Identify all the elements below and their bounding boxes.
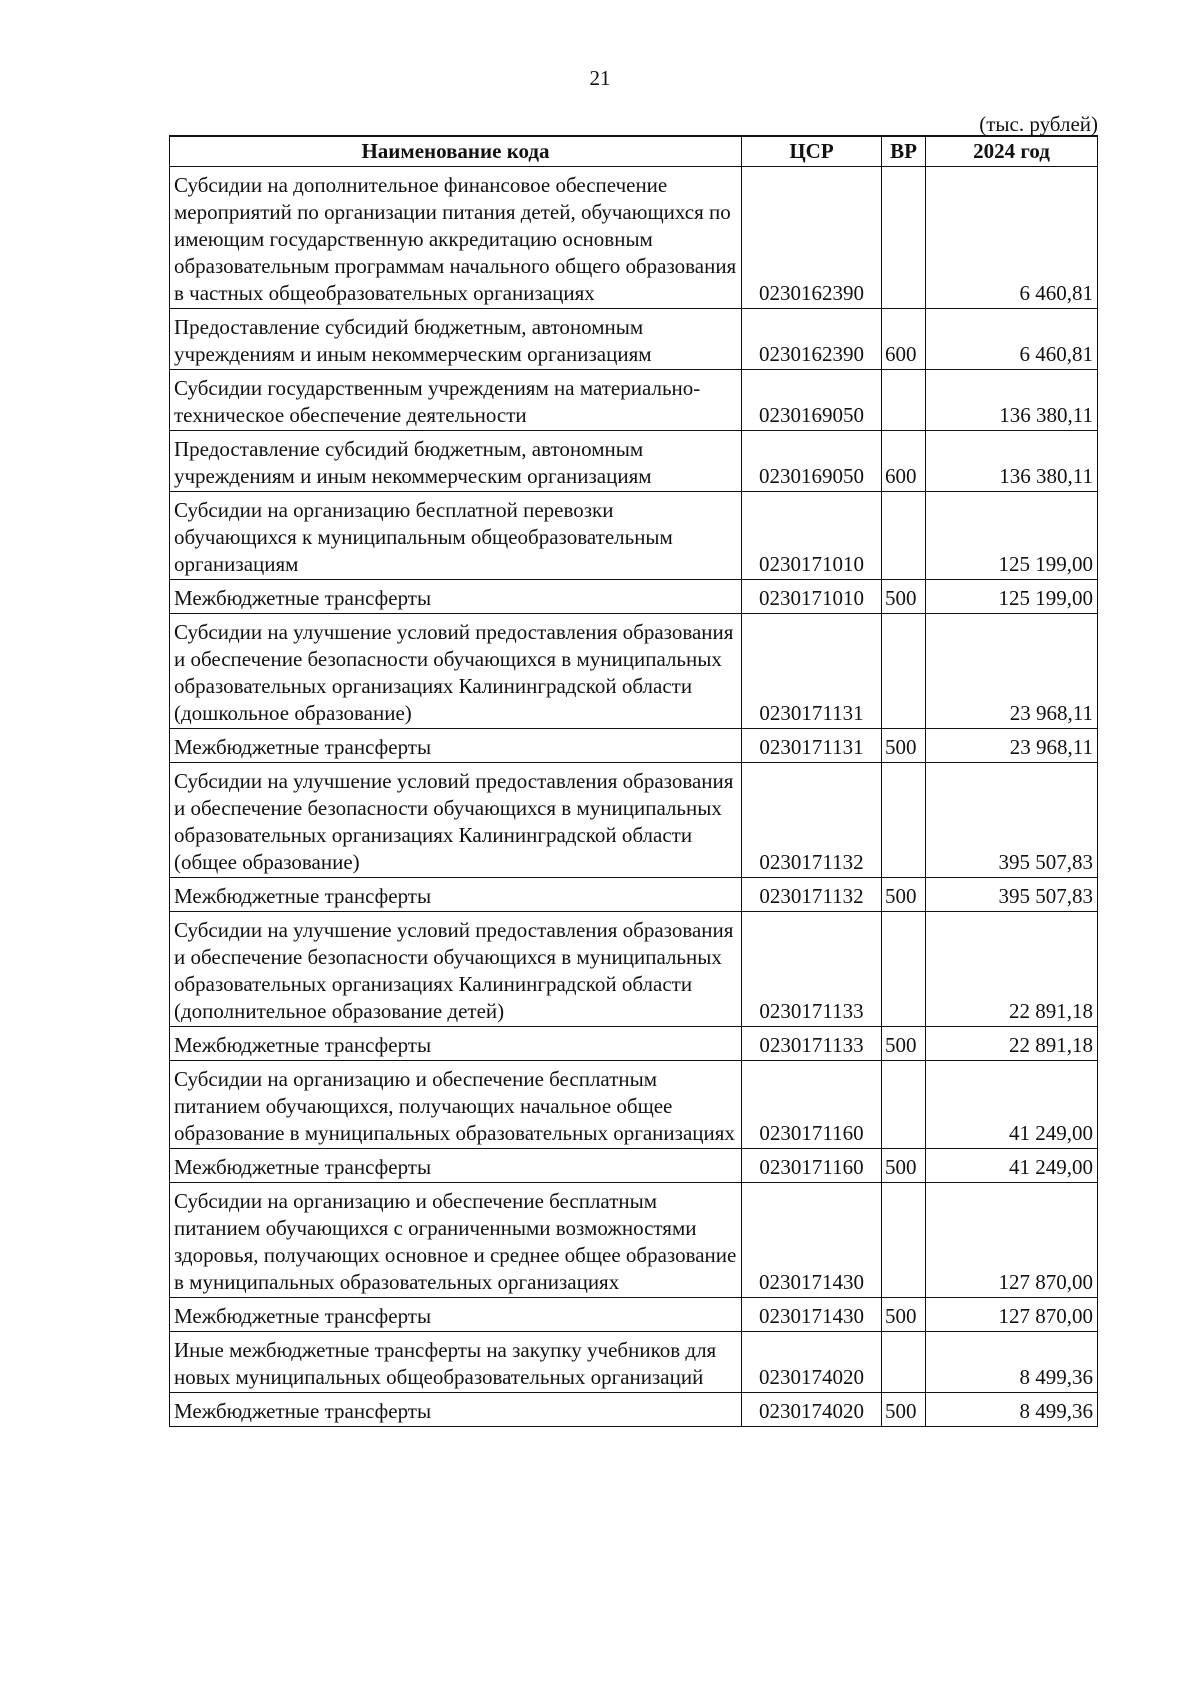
row-name: Субсидии на улучшение условий предоставления образования и обеспечение безопасности обучающихся в муниципальных образовательных организациях Калининградской области (дополнительное образование детей) — [170, 912, 742, 1027]
row-name: Межбюджетные трансферты — [170, 1149, 742, 1183]
row-csr: 0230174020 — [742, 1393, 882, 1427]
header-name: Наименование кода — [170, 136, 742, 167]
row-amount: 8 499,36 — [926, 1332, 1098, 1393]
row-vr — [882, 1332, 926, 1393]
table-row — [170, 763, 1098, 878]
row-vr: 500 — [882, 1298, 926, 1332]
row-csr: 0230174020 — [742, 1332, 882, 1393]
row-name: Субсидии государственным учреждениям на материально-техническое обеспечение деятельности — [170, 370, 742, 431]
table-row — [170, 1298, 1098, 1332]
row-name: Межбюджетные трансферты — [170, 729, 742, 763]
row-name: Субсидии на организацию и обеспечение бесплатным питанием обучающихся, получающих начальное общее образование в муниципальных образовательных организациях — [170, 1061, 742, 1149]
table-row — [170, 167, 1098, 309]
row-amount: 136 380,11 — [926, 431, 1098, 492]
table-row — [170, 1027, 1098, 1061]
row-amount: 8 499,36 — [926, 1393, 1098, 1427]
row-csr: 0230171131 — [742, 729, 882, 763]
row-csr: 0230171010 — [742, 580, 882, 614]
table-row — [170, 912, 1098, 1027]
row-csr: 0230171132 — [742, 878, 882, 912]
row-name: Межбюджетные трансферты — [170, 580, 742, 614]
row-csr: 0230162390 — [742, 167, 882, 309]
table-row — [170, 1183, 1098, 1298]
table-row — [170, 729, 1098, 763]
row-name: Межбюджетные трансферты — [170, 1027, 742, 1061]
row-amount: 127 870,00 — [926, 1298, 1098, 1332]
table-row — [170, 614, 1098, 729]
row-csr: 0230171430 — [742, 1183, 882, 1298]
table-row — [170, 309, 1098, 370]
row-name: Субсидии на организацию и обеспечение бесплатным питанием обучающихся с ограниченными возможностями здоровья, получающих основное и среднее общее образование в муниципальных образовательных организациях — [170, 1183, 742, 1298]
table-header-row — [170, 136, 1098, 167]
table-row — [170, 1332, 1098, 1393]
row-vr — [882, 1061, 926, 1149]
row-name: Межбюджетные трансферты — [170, 1298, 742, 1332]
row-amount: 22 891,18 — [926, 1027, 1098, 1061]
row-csr: 0230169050 — [742, 431, 882, 492]
row-amount: 125 199,00 — [926, 580, 1098, 614]
table-row — [170, 1393, 1098, 1427]
row-vr: 500 — [882, 729, 926, 763]
row-vr: 500 — [882, 1027, 926, 1061]
row-vr: 500 — [882, 1149, 926, 1183]
row-name: Предоставление субсидий бюджетным, автономным учреждениям и иным некоммерческим организациям — [170, 309, 742, 370]
row-vr: 500 — [882, 878, 926, 912]
row-vr — [882, 370, 926, 431]
row-csr: 0230171133 — [742, 1027, 882, 1061]
row-name: Субсидии на улучшение условий предоставления образования и обеспечение безопасности обучающихся в муниципальных образовательных организациях Калининградской области (общее образование) — [170, 763, 742, 878]
row-vr: 500 — [882, 1393, 926, 1427]
row-vr — [882, 912, 926, 1027]
header-csr: ЦСР — [742, 136, 882, 167]
row-csr: 0230171010 — [742, 492, 882, 580]
row-amount: 22 891,18 — [926, 912, 1098, 1027]
row-csr: 0230169050 — [742, 370, 882, 431]
row-amount: 23 968,11 — [926, 729, 1098, 763]
row-amount: 395 507,83 — [926, 763, 1098, 878]
row-name: Субсидии на улучшение условий предоставления образования и обеспечение безопасности обучающихся в муниципальных образовательных организациях Калининградской области (дошкольное образование) — [170, 614, 742, 729]
table-row — [170, 431, 1098, 492]
row-name: Субсидии на организацию бесплатной перевозки обучающихся к муниципальным общеобразовательным организациям — [170, 492, 742, 580]
table-row — [170, 1061, 1098, 1149]
table-row — [170, 492, 1098, 580]
row-amount: 6 460,81 — [926, 167, 1098, 309]
row-vr — [882, 167, 926, 309]
row-amount: 127 870,00 — [926, 1183, 1098, 1298]
row-amount: 41 249,00 — [926, 1149, 1098, 1183]
row-amount: 23 968,11 — [926, 614, 1098, 729]
table-row — [170, 878, 1098, 912]
header-vr: ВР — [882, 136, 926, 167]
row-csr: 0230171132 — [742, 763, 882, 878]
table-row — [170, 1149, 1098, 1183]
table-row — [170, 370, 1098, 431]
row-amount: 41 249,00 — [926, 1061, 1098, 1149]
row-vr — [882, 492, 926, 580]
header-year: 2024 год — [926, 136, 1098, 167]
row-amount: 395 507,83 — [926, 878, 1098, 912]
row-amount: 125 199,00 — [926, 492, 1098, 580]
row-vr — [882, 614, 926, 729]
table-row — [170, 580, 1098, 614]
table-body — [170, 167, 1098, 1427]
row-csr: 0230171430 — [742, 1298, 882, 1332]
budget-table — [169, 135, 1098, 1427]
row-csr: 0230171160 — [742, 1149, 882, 1183]
row-name: Межбюджетные трансферты — [170, 878, 742, 912]
row-vr: 600 — [882, 309, 926, 370]
row-amount: 6 460,81 — [926, 309, 1098, 370]
row-csr: 0230171133 — [742, 912, 882, 1027]
row-vr — [882, 1183, 926, 1298]
row-csr: 0230171160 — [742, 1061, 882, 1149]
row-name: Субсидии на дополнительное финансовое обеспечение мероприятий по организации питания детей, обучающихся по имеющим государственную аккредитацию основным образовательным программам начального общего образования в частных общеобразовательных организациях — [170, 167, 742, 309]
row-csr: 0230171131 — [742, 614, 882, 729]
row-csr: 0230162390 — [742, 309, 882, 370]
units-label: (тыс. рублей) — [979, 112, 1098, 136]
row-name: Предоставление субсидий бюджетным, автономным учреждениям и иным некоммерческим организациям — [170, 431, 742, 492]
row-amount: 136 380,11 — [926, 370, 1098, 431]
row-vr — [882, 763, 926, 878]
row-name: Межбюджетные трансферты — [170, 1393, 742, 1427]
row-vr: 500 — [882, 580, 926, 614]
row-vr: 600 — [882, 431, 926, 492]
row-name: Иные межбюджетные трансферты на закупку учебников для новых муниципальных общеобразовательных организаций — [170, 1332, 742, 1393]
page-number: 21 — [589, 66, 611, 90]
